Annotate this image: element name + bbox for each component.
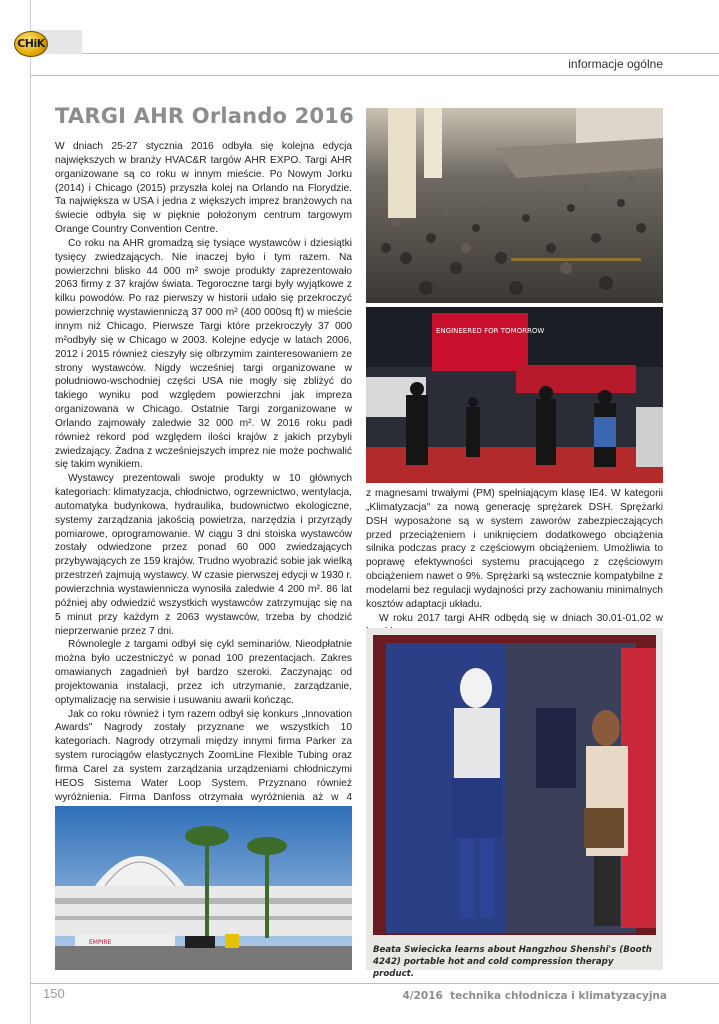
paragraph-awards-continued: z magnesami trwałymi (PM) spełniającym klasę IE4. W kategorii „Klimatyzacja" za nową generację sprężarek DSH. Sprężarki DSH wyposażone są w system zaworów zabezpieczających przed przeciążeniem i uniknięciem dodatkowego obciążenia silnika podczas pracy z częściowym obciążeniem. Umożliwia to poprawę efektywności systemu pracującego z częściowym obciążeniem nawet o 9%. Sprężarki są wstecznie kompatybilne z modelami bez regulacji wydajności przy zachowaniu minimalnych kosztów adaptacji układu.	[366, 488, 663, 610]
paragraph-intro: W dniach 25-27 stycznia 2016 odbyła się kolejna edycja największych w branży HVAC&R targów AHR EXPO. Targi AHR organizowane są co roku w innym mieście. Po Nowym Jorku (2014) i Chicago (2015) przyszła kolej na Orlando na Florydzie. Ta największa w USA i jedna z większych imprez branżowych na świecie odbyła się w pięknie położonym centrum targowym Orange Country Convention Centre.	[55, 141, 352, 236]
footer-issue	[402, 990, 667, 1002]
photo-therapy-product	[366, 628, 663, 970]
photo-caption: Beata Swiecicka learns about Hangzhou Shenshi's (Booth 4242) portable hot and cold compression therapy product.	[373, 945, 652, 979]
magazine-name: technika chłodnicza i klimatyzacyjna	[450, 990, 667, 1002]
left-margin-rule	[30, 0, 31, 1024]
paragraph-statistics: Co roku na AHR gromadzą się tysiące wystawców i dziesiątki tysięcy zwiedzających. Nie inaczej było i tym razem. Na powierzchni blisko 44 000 m² swoje produkty zaprezentowało 2063 firmy z 37 krajów świata. Tegoroczne targi były wyjątkowe z kilku powodów. Po raz pierwszy w historii udało się przekroczyć powierzchnię wystawienniczą 37 000 m² (400 000sq ft) w mieście innym niż Chicago. Pierwsze Targi które przekroczyły 37 000 m²odbyły się w Chicago w 2003. Kolejne edycje w latach 2006, 2012 i 2015 również cieszyły się olbrzymim zainteresowaniem ze strony wystawców. Nigdy wcześniej targi organizowane w południowo-wschodniej części USA nie mogły się zbliżyć do takiego wyniku pod względem powierzchni jak impreza organizowana w Chicago. Ostatnie Targi zorganizowane w Orlando zajmowały zaledwie 32 000 m². W 2016 roku padł również rekord pod względem ilości krajów z jakich przybyli zwiedzający. Żadna z wcześniejszych imprez nie może pochwalić się takim wynikiem.	[55, 237, 352, 471]
photo-exhibition-crowd	[366, 108, 663, 303]
magazine-logo: CHiK	[14, 31, 48, 57]
footer-rule	[30, 983, 719, 984]
page-number: 150	[43, 986, 65, 1001]
issue-number: 4/2016	[402, 990, 443, 1002]
booth-banner-text: ENGINEERED FOR TOMORROW	[436, 327, 545, 335]
section-label: informacje ogólne	[568, 57, 663, 71]
article-left-column	[55, 140, 352, 803]
paragraph-categories: Wystawcy prezentowali swoje produkty w 10 głównych kategoriach: klimatyzacja, chłodnictwo, ogrzewnictwo, wentylacja, automatyka budynkowa, hydraulika, budownictwo ekologiczne, systemy zarządzania jakością powietrza, narzędzia i przyrządy pomiarowe, oprogramowanie. W ciągu 3 dni stoiska wystawców zostały odwiedzone przez ponad 60 000 zwiedzających przybywających ze 159 krajów. Trudno wyobrazić sobie jak wielką przestrzeń zajmują wystawcy. W czasie pierwszej edycji w 1930 r. powierzchnia wystawiennicza wynosiła zaledwie 4 200 m². 86 lat później aby odwiedzić wszystkich wystawców zatrzymując się na 5 minut przy każdym z 2063 wystawców, trzeba by chodzić nieprzerwanie przez 7 dni.	[55, 473, 352, 637]
photo-booth	[366, 307, 663, 483]
section-rule	[30, 75, 719, 76]
bus-sign-text: EMPIRE	[89, 939, 112, 946]
paragraph-seminars: Równolegle z targami odbył się cykl seminariów. Nieodpłatnie można było uczestniczyć w ponad 100 prezentacjach. Zakres omawianych zagadnień był bardzo szeroki. Zaczynając od projektowania instalacji, przez ich utrzymanie, zarządzanie, optymalizację na serwisie i usuwaniu awarii kończąc.	[55, 639, 352, 706]
paragraph-awards: Jak co roku również i tym razem odbył się konkurs „Innovation Awards" Nagrody zostały przyznane we wszystkich 10 kategoriach. Nagrody otrzymali między innymi firma Parker za system rurociągów elastycznych ZoomLine Flexible Tubing oraz firma Carel za system zarządzania urządzeniami chłodniczymi HEOS Sistema Water Loop System. Przyznano również wyróżnienia. Firma Danfoss otrzymała wyróżnienia aż w 4	[55, 708, 352, 803]
paragraph-next-edition: W roku 2017 targi AHR odbędą się w dniach 30.01-01.02 w	[379, 612, 663, 624]
header-rule	[82, 53, 719, 54]
photo-convention-center	[55, 806, 352, 970]
article-title: TARGI AHR Orlando 2016	[55, 104, 354, 128]
